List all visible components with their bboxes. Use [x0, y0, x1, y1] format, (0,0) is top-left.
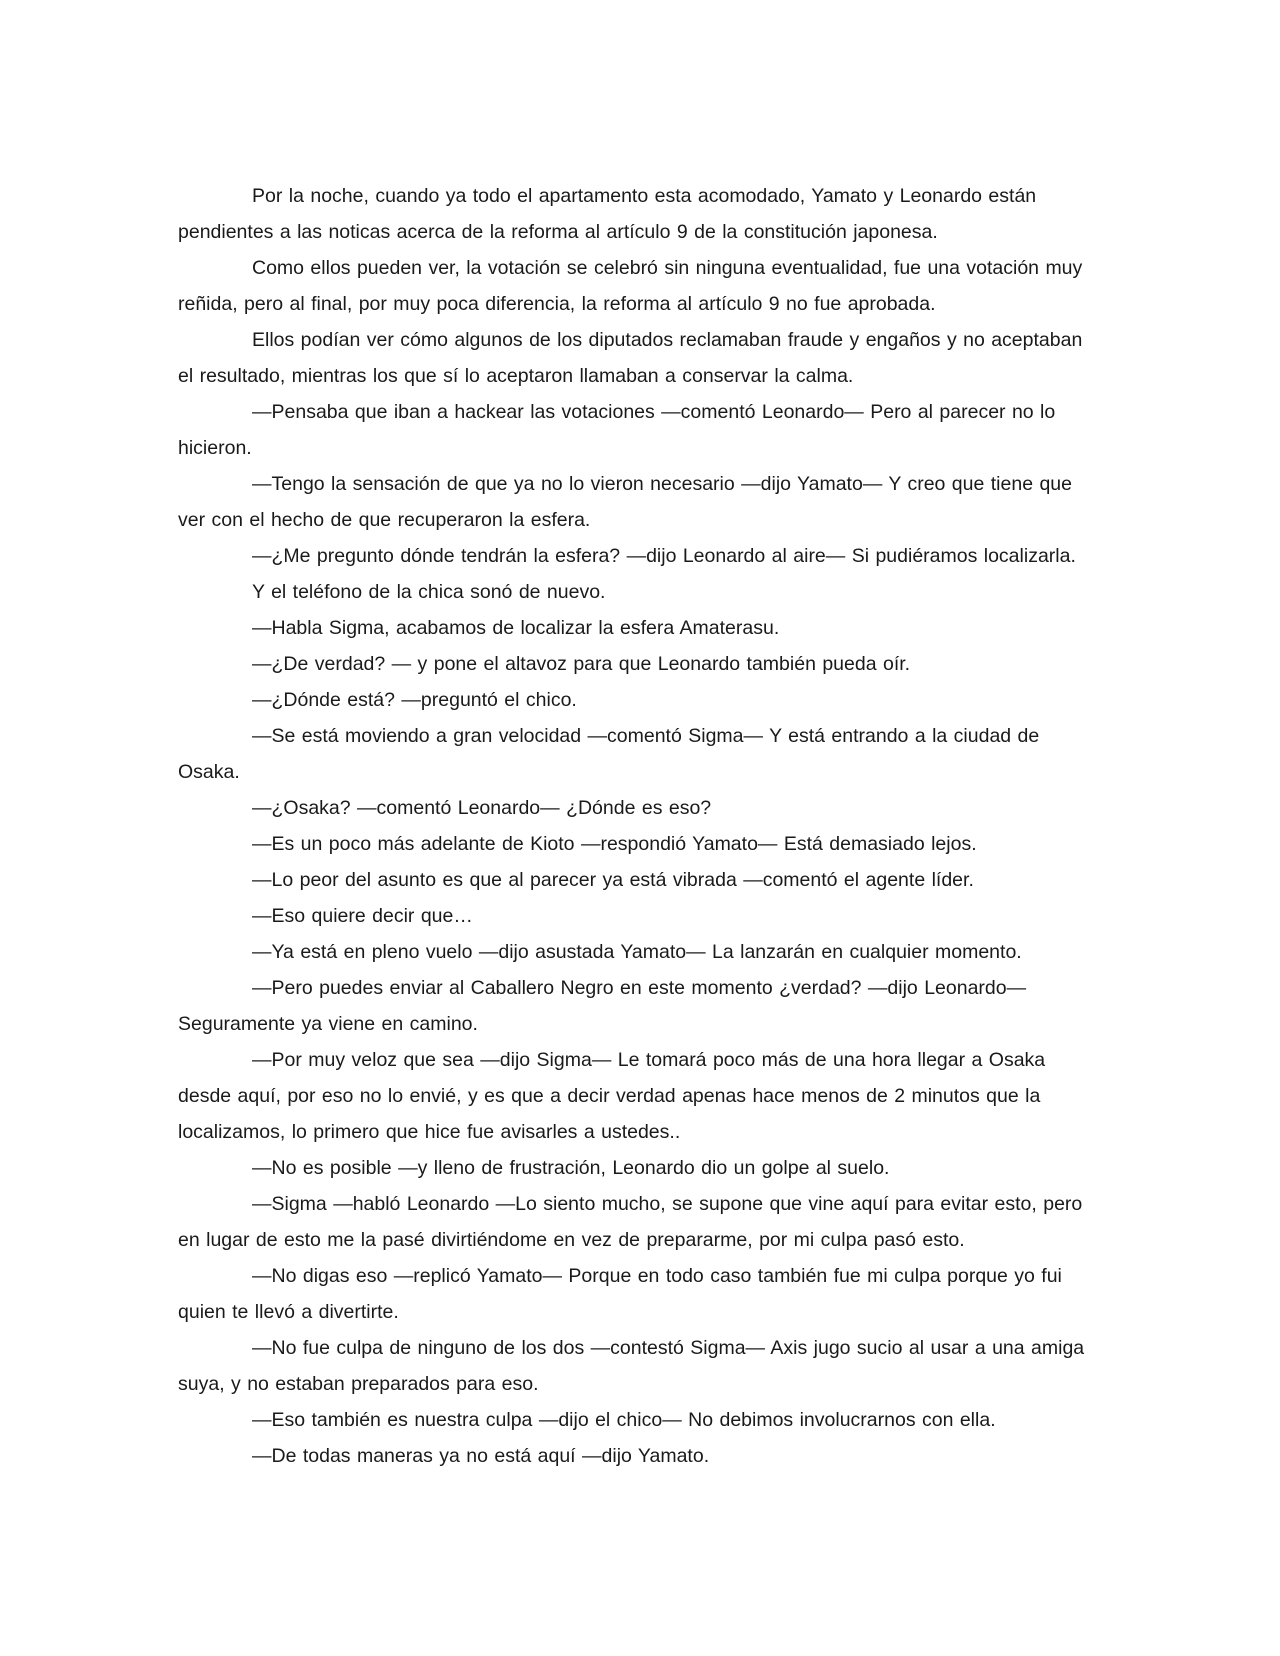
paragraph: —Eso también es nuestra culpa —dijo el chico— No debimos involucrarnos con ella. — [252, 1409, 996, 1431]
paragraph: —¿De verdad? — y pone el altavoz para que Leonardo también pueda oír. — [252, 653, 911, 675]
paragraph: —Ya está en pleno vuelo —dijo asustada Yamato— La lanzarán en cualquier momento. — [252, 941, 1022, 963]
paragraph: —Se está moviendo a gran velocidad —comentó Sigma— Y está entrando a la ciudad de Osaka. — [178, 725, 1040, 783]
paragraph: —¿Dónde está? —preguntó el chico. — [252, 689, 577, 711]
paragraph: —Lo peor del asunto es que al parecer ya está vibrada —comentó el agente líder. — [252, 869, 974, 891]
paragraph: —Pero puedes enviar al Caballero Negro en este momento ¿verdad? —dijo Leonardo— Seguramente ya viene en camino. — [178, 977, 1027, 1035]
paragraph: Ellos podían ver cómo algunos de los diputados reclamaban fraude y engaños y no aceptaban el resultado, mientras los que sí lo aceptaron llamaban a conservar la calma. — [178, 329, 1083, 387]
paragraph: —¿Osaka? —comentó Leonardo— ¿Dónde es eso? — [252, 797, 712, 819]
paragraph: —No es posible —y lleno de frustración, Leonardo dio un golpe al suelo. — [252, 1157, 890, 1179]
paragraph: Y el teléfono de la chica sonó de nuevo. — [252, 581, 606, 603]
paragraph: —Habla Sigma, acabamos de localizar la esfera Amaterasu. — [252, 617, 780, 639]
paragraph: —Tengo la sensación de que ya no lo vieron necesario —dijo Yamato— Y creo que tiene que ver con el hecho de que recuperaron la esfera. — [178, 473, 1072, 531]
paragraph: —De todas maneras ya no está aquí —dijo Yamato. — [252, 1445, 710, 1467]
paragraph: Como ellos pueden ver, la votación se celebró sin ninguna eventualidad, fue una votación muy reñida, pero al final, por muy poca diferencia, la reforma al artículo 9 no fue aprobada. — [178, 257, 1083, 315]
paragraph: —No fue culpa de ninguno de los dos —contestó Sigma— Axis jugo sucio al usar a una amiga suya, y no estaban preparados para eso. — [178, 1337, 1085, 1395]
paragraph: —Por muy veloz que sea —dijo Sigma— Le tomará poco más de una hora llegar a Osaka desde aquí, por eso no lo envié, y es que a decir verdad apenas hace menos de 2 minutos que la localizamos, lo primero que hice fue avisarles a ustedes.. — [178, 1049, 1046, 1143]
paragraph: —Sigma —habló Leonardo —Lo siento mucho, se supone que vine aquí para evitar esto, pero en lugar de esto me la pasé divirtiéndome en vez de prepararme, por mi culpa pasó esto. — [178, 1193, 1083, 1251]
body-text — [178, 178, 1100, 1474]
paragraph: Por la noche, cuando ya todo el apartamento esta acomodado, Yamato y Leonardo están pendientes a las noticas acerca de la reforma al artículo 9 de la constitución japonesa. — [178, 185, 1037, 243]
paragraph: —Pensaba que iban a hackear las votaciones —comentó Leonardo— Pero al parecer no lo hicieron. — [178, 401, 1056, 459]
paragraph: —No digas eso —replicó Yamato— Porque en todo caso también fue mi culpa porque yo fui quien te llevó a divertirte. — [178, 1265, 1062, 1323]
paragraph: —Eso quiere decir que… — [252, 905, 473, 927]
paragraph: —Es un poco más adelante de Kioto —respondió Yamato— Está demasiado lejos. — [252, 833, 977, 855]
paragraph: —¿Me pregunto dónde tendrán la esfera? —dijo Leonardo al aire— Si pudiéramos localizarla. — [252, 545, 1076, 567]
